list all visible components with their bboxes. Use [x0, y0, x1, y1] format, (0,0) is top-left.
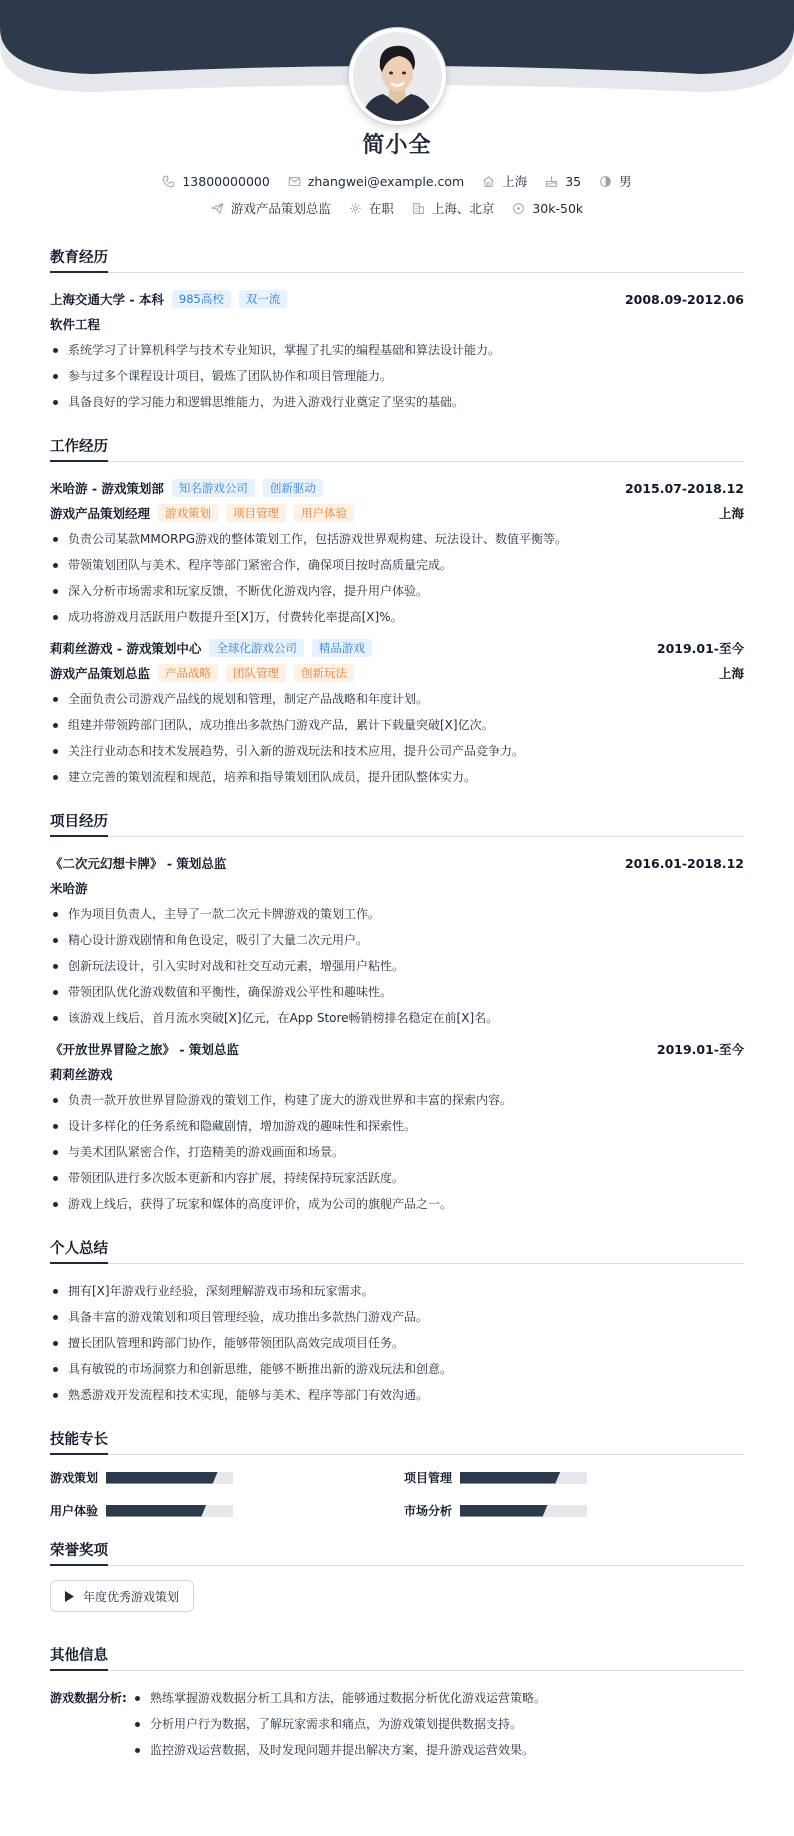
list-item: 与美术团队紧密合作，打造精美的游戏画面和场景。 [50, 1139, 744, 1165]
phone-text: 13800000000 [182, 173, 270, 189]
award-item [50, 1580, 194, 1612]
building-icon [412, 202, 425, 215]
summary-bullets [50, 1278, 744, 1408]
list-item: 分析用户行为数据，了解玩家需求和痛点，为游戏策划提供数据支持。 [132, 1711, 546, 1737]
skill-fill [106, 1505, 206, 1517]
project-name: 《二次元幻想卡牌》 - 策划总监 [50, 856, 227, 871]
list-item: 带领团队优化游戏数值和平衡性，确保游戏公平性和趣味性。 [50, 979, 744, 1005]
skill-bar [106, 1505, 233, 1517]
age-text: 35 [565, 173, 582, 189]
section-title-projects: 项目经历 [50, 810, 108, 837]
major: 软件工程 [50, 317, 101, 332]
role-line [50, 504, 354, 522]
list-item: 负责一款开放世界冒险游戏的策划工作，构建了庞大的游戏世界和丰富的探索内容。 [50, 1087, 744, 1113]
work-bullets [50, 526, 744, 630]
section-divider [50, 836, 744, 837]
school-tag: 985高校 [172, 290, 231, 308]
skills-grid [50, 1469, 744, 1519]
other-section [50, 1644, 744, 1769]
company-name: 米哈游 - 游戏策划部 [50, 481, 164, 496]
education-bullets [50, 337, 744, 415]
role-tag: 创新玩法 [294, 664, 354, 682]
section-divider [50, 1263, 744, 1264]
project-period: 2016.01-2018.12 [624, 855, 744, 871]
section-divider [50, 1454, 744, 1455]
list-item: 设计多样化的任务系统和隐藏剧情，增加游戏的趣味性和探索性。 [50, 1113, 744, 1139]
list-item: 具备良好的学习能力和逻辑思维能力，为进入游戏行业奠定了坚实的基础。 [50, 389, 744, 415]
avatar-photo [353, 32, 442, 121]
skill-bar [460, 1472, 587, 1484]
resume-content [50, 246, 744, 1789]
status-text: 在职 [368, 201, 394, 216]
company-tag: 全球化游戏公司 [209, 639, 304, 657]
salary-text: 30k-50k [532, 200, 584, 216]
awards-section [50, 1539, 744, 1624]
work-company-head [50, 636, 744, 660]
work-city: 上海 [718, 666, 744, 681]
school-name: 上海交通大学 - 本科 [50, 292, 164, 307]
salary-item [512, 201, 583, 216]
location-text: 上海 [502, 174, 528, 189]
company-tag: 知名游戏公司 [172, 479, 255, 497]
section-divider [50, 1670, 744, 1671]
project-name: 《开放世界冒险之旅》 - 策划总监 [50, 1042, 239, 1057]
company-line [50, 479, 323, 497]
section-divider [50, 1565, 744, 1566]
list-item: 熟悉游戏开发流程和技术实现，能够与美术、程序等部门有效沟通。 [50, 1382, 744, 1408]
list-item: 作为项目负责人，主导了一款二次元卡牌游戏的策划工作。 [50, 901, 744, 927]
list-item: 具备丰富的游戏策划和项目管理经验，成功推出多款热门游戏产品。 [50, 1304, 744, 1330]
list-item: 系统学习了计算机科学与技术专业知识，掌握了扎实的编程基础和算法设计能力。 [50, 337, 744, 363]
work-section [50, 435, 744, 790]
list-item: 带领团队进行多次版本更新和内容扩展，持续保持玩家活跃度。 [50, 1165, 744, 1191]
role-tag: 项目管理 [226, 504, 286, 522]
list-item: 拥有[X]年游戏行业经验，深刻理解游戏市场和玩家需求。 [50, 1278, 744, 1304]
play-triangle-icon [65, 1591, 74, 1602]
list-item: 深入分析市场需求和玩家反馈，不断优化游戏内容，提升用户体验。 [50, 578, 744, 604]
work-bullets [50, 686, 744, 790]
list-item: 组建并带领跨部门团队，成功推出多款热门游戏产品，累计下载量突破[X]亿次。 [50, 712, 744, 738]
phone-icon [162, 175, 175, 188]
skill-item [404, 1469, 744, 1486]
section-title-awards: 荣誉奖项 [50, 1539, 108, 1566]
list-item: 熟练掌握游戏数据分析工具和方法，能够通过数据分析优化游戏运营策略。 [132, 1685, 546, 1711]
work-period: 2015.07-2018.12 [624, 480, 744, 496]
section-divider [50, 461, 744, 462]
work-entry [50, 476, 744, 630]
list-item: 擅长团队管理和跨部门协作，能够带领团队高效完成项目任务。 [50, 1330, 744, 1356]
section-title-other: 其他信息 [50, 1644, 108, 1671]
section-title-education: 教育经历 [50, 246, 108, 273]
education-period: 2008.09-2012.06 [624, 291, 744, 307]
contact-info-row [0, 172, 794, 190]
project-head [50, 851, 744, 875]
list-item: 精心设计游戏剧情和角色设定，吸引了大量二次元用户。 [50, 927, 744, 953]
project-head [50, 1037, 744, 1061]
role-name: 游戏产品策划总监 [50, 666, 151, 681]
skill-name: 游戏策划 [50, 1471, 99, 1485]
email-item [288, 174, 464, 189]
gender-text: 男 [619, 174, 632, 189]
skill-name: 用户体验 [50, 1504, 99, 1518]
work-role-head [50, 500, 744, 526]
award-text: 年度优秀游戏策划 [83, 1589, 180, 1604]
section-title-skills: 技能专长 [50, 1428, 108, 1455]
gender-item [599, 172, 632, 190]
email-text: zhangwei@example.com [307, 173, 465, 189]
list-item: 游戏上线后，获得了玩家和媒体的高度评价，成为公司的旗舰产品之一。 [50, 1191, 744, 1217]
education-entry [50, 287, 744, 415]
list-item: 创新玩法设计，引入实时对战和社交互动元素，增强用户粘性。 [50, 953, 744, 979]
list-item: 全面负责公司游戏产品线的规划和管理，制定产品战略和年度计划。 [50, 686, 744, 712]
project-entry [50, 1037, 744, 1217]
skills-section [50, 1428, 744, 1519]
avatar [349, 28, 446, 125]
work-entry [50, 636, 744, 790]
list-item: 具有敏锐的市场洞察力和创新思维，能够不断推出新的游戏玩法和创意。 [50, 1356, 744, 1382]
other-bullets [132, 1685, 546, 1763]
school-line [50, 290, 287, 308]
project-bullets [50, 1087, 744, 1217]
work-role-head [50, 660, 744, 686]
list-item: 带领策划团队与美术、程序等部门紧密合作，确保项目按时高质量完成。 [50, 552, 744, 578]
skill-fill [106, 1472, 218, 1484]
status-item [349, 199, 394, 217]
skill-item [50, 1502, 404, 1519]
company-name: 莉莉丝游戏 - 游戏策划中心 [50, 641, 202, 656]
company-tag: 精品游戏 [312, 639, 372, 657]
skill-fill [460, 1472, 560, 1484]
role-tag: 游戏策划 [158, 504, 218, 522]
role-tag: 团队管理 [226, 664, 286, 682]
project-org: 米哈游 [50, 881, 88, 896]
candidate-name: 简小全 [362, 133, 432, 158]
role-tag: 产品战略 [158, 664, 218, 682]
skill-bar [460, 1505, 587, 1517]
projects-section [50, 810, 744, 1217]
work-company-head [50, 476, 744, 500]
list-item: 负责公司某款MMORPG游戏的整体策划工作，包括游戏世界观构建、玩法设计、数值平衡等。 [50, 526, 744, 552]
coin-icon [512, 202, 525, 215]
school-tag: 双一流 [239, 290, 288, 308]
role-tag: 用户体验 [294, 504, 354, 522]
skill-name: 项目管理 [404, 1471, 453, 1485]
send-icon [211, 202, 224, 215]
company-tag: 创新驱动 [263, 479, 323, 497]
project-entry [50, 851, 744, 1031]
skill-bar [106, 1472, 233, 1484]
cake-icon [545, 175, 558, 188]
project-period: 2019.01-至今 [656, 1042, 744, 1057]
other-label: 游戏数据分析: [50, 1691, 127, 1705]
skill-item [50, 1469, 404, 1486]
list-item: 建立完善的策划流程和规范，培养和指导策划团队成员，提升团队整体实力。 [50, 764, 744, 790]
target-position-text: 游戏产品策划总监 [230, 201, 331, 216]
location-item [482, 172, 527, 190]
project-bullets [50, 901, 744, 1031]
education-section [50, 246, 744, 415]
work-period: 2019.01-至今 [656, 641, 744, 656]
phone-item [162, 174, 269, 189]
section-title-work: 工作经历 [50, 435, 108, 462]
project-org: 莉莉丝游戏 [50, 1067, 113, 1082]
section-divider [50, 272, 744, 273]
job-intent-row [0, 199, 794, 217]
skill-item [404, 1502, 744, 1519]
gear-icon [349, 202, 362, 215]
list-item: 参与过多个课程设计项目，锻炼了团队协作和项目管理能力。 [50, 363, 744, 389]
skill-name: 市场分析 [404, 1504, 453, 1518]
role-name: 游戏产品策划经理 [50, 506, 151, 521]
age-item [545, 174, 581, 189]
list-item: 成功将游戏月活跃用户数提升至[X]万，付费转化率提高[X]%。 [50, 604, 744, 630]
target-city-item [412, 199, 495, 217]
gender-icon [599, 175, 612, 188]
list-item: 关注行业动态和技术发展趋势，引入新的游戏玩法和技术应用，提升公司产品竞争力。 [50, 738, 744, 764]
other-info [50, 1685, 744, 1769]
list-item: 该游戏上线后，首月流水突破[X]亿元，在App Store畅销榜排名稳定在前[X]名。 [50, 1005, 744, 1031]
skill-fill [460, 1505, 548, 1517]
summary-section [50, 1237, 744, 1408]
education-head [50, 287, 744, 311]
target-city-text: 上海、北京 [431, 201, 495, 216]
home-icon [482, 175, 495, 188]
target-position-item [211, 199, 331, 217]
work-city: 上海 [718, 506, 744, 521]
section-title-summary: 个人总结 [50, 1237, 108, 1264]
email-icon [288, 175, 301, 188]
company-line [50, 639, 372, 657]
role-line [50, 664, 354, 682]
list-item: 监控游戏运营数据，及时发现问题并提出解决方案，提升游戏运营效果。 [132, 1737, 546, 1763]
